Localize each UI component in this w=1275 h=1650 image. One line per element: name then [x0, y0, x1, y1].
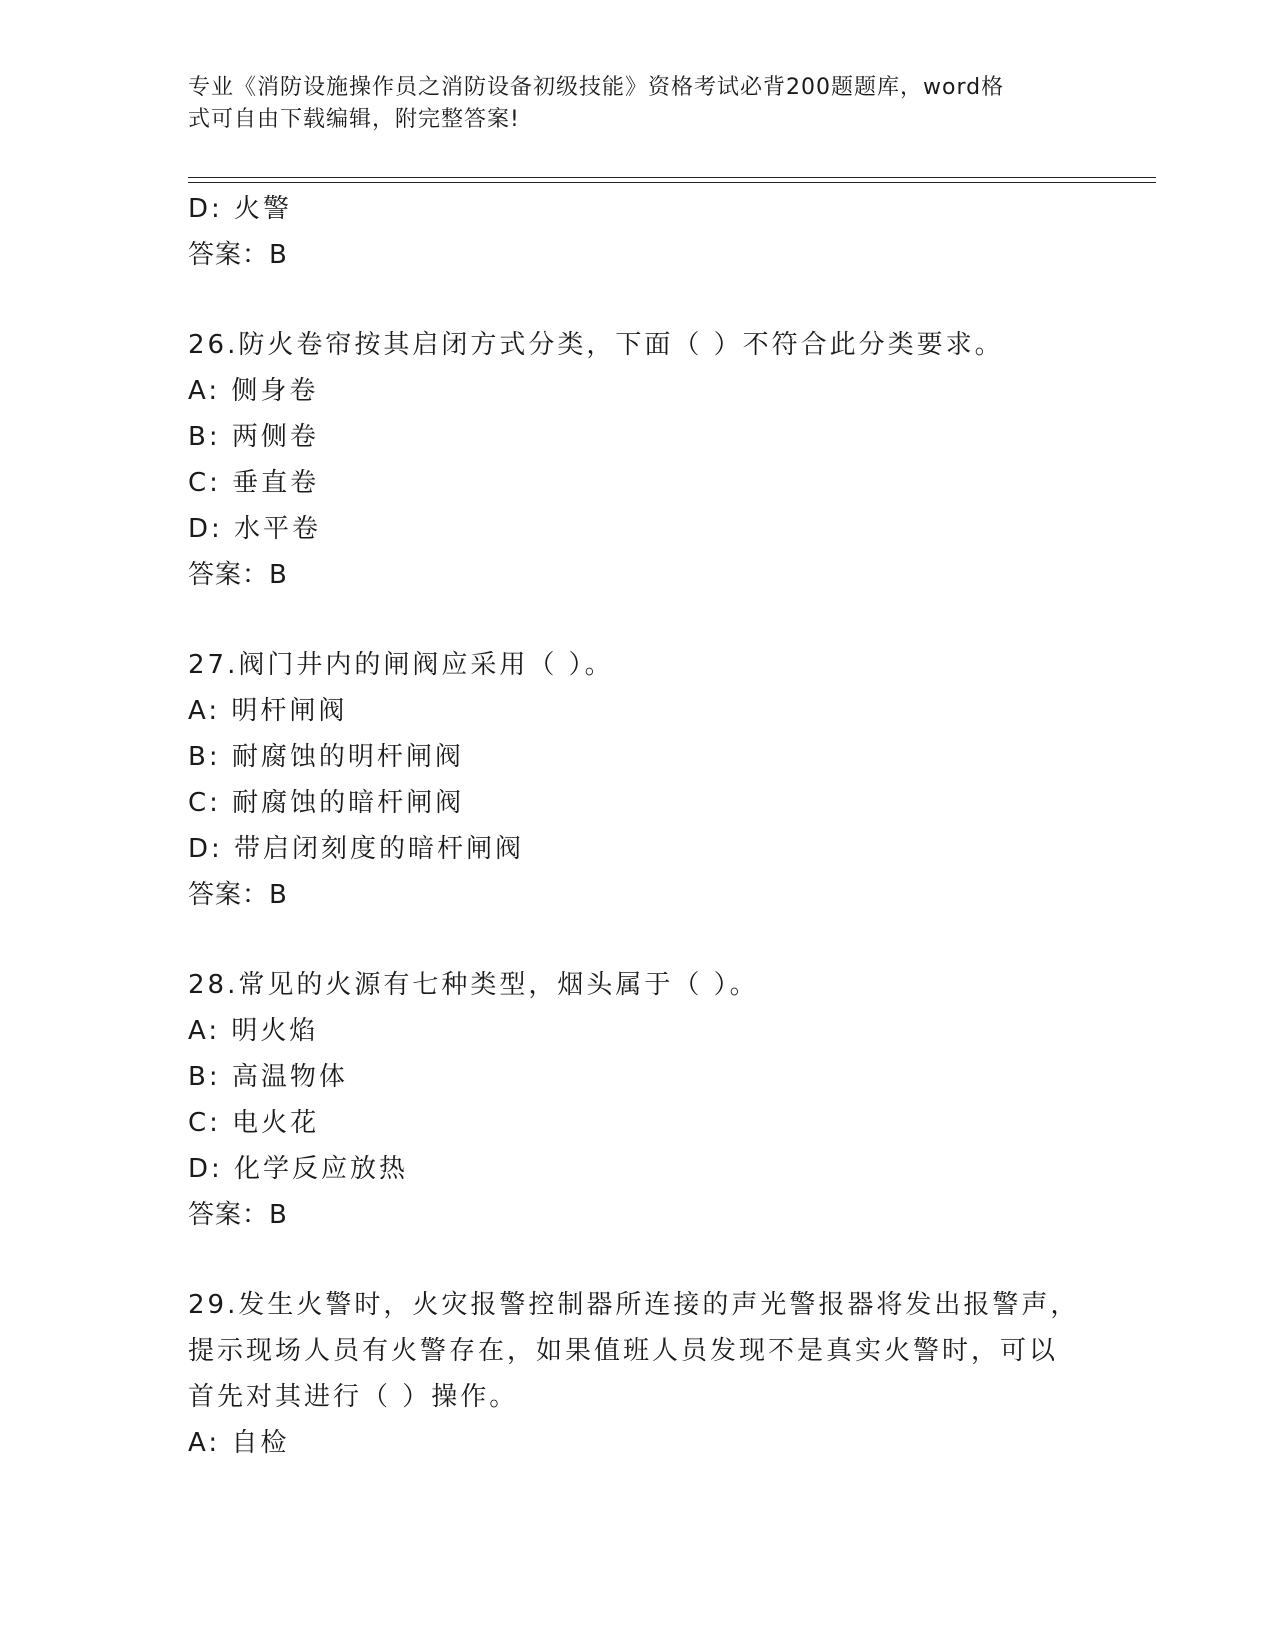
option-a: A: 明火焰	[188, 1016, 319, 1046]
question-29	[188, 1282, 1088, 1466]
option-a: A: 自检	[188, 1428, 290, 1458]
option-a: A: 侧身卷	[188, 376, 319, 406]
option-c: C: 电火花	[188, 1108, 320, 1138]
option-c: C: 耐腐蚀的暗杆闸阀	[188, 788, 465, 818]
question-stem-line-2: 提示现场人员有火警存在，如果值班人员发现不是真实火警时，可以	[188, 1336, 1059, 1366]
document-body	[188, 186, 1088, 1466]
answer: 答案：B	[188, 880, 288, 910]
answer: 答案：B	[188, 240, 288, 270]
page-header	[188, 72, 1068, 136]
question-26	[188, 322, 1088, 598]
header-line-1: 专业《消防设施操作员之消防设备初级技能》资格考试必背200题题库，word格	[188, 75, 1005, 100]
question-27	[188, 642, 1088, 918]
option-d: D: 火警	[188, 194, 293, 224]
answer: 答案：B	[188, 560, 288, 590]
option-d: D: 带启闭刻度的暗杆闸阀	[188, 834, 525, 864]
option-a: A: 明杆闸阀	[188, 696, 348, 726]
answer: 答案：B	[188, 1200, 288, 1230]
option-b: B: 两侧卷	[188, 422, 319, 452]
question-28	[188, 962, 1088, 1238]
option-b: B: 耐腐蚀的明杆闸阀	[188, 742, 464, 772]
question-stem-line-3: 首先对其进行（ ）操作。	[188, 1382, 519, 1412]
question-fragment	[188, 186, 1088, 278]
option-b: B: 高温物体	[188, 1062, 348, 1092]
question-stem: 28.常见的火源有七种类型，烟头属于（ ）。	[188, 970, 759, 1000]
question-stem-line-1: 29.发生火警时，火灾报警控制器所连接的声光警报器将发出报警声，	[188, 1290, 1080, 1320]
question-stem: 26.防火卷帘按其启闭方式分类，下面（ ）不符合此分类要求。	[188, 330, 1004, 360]
option-c: C: 垂直卷	[188, 468, 320, 498]
header-line-2: 式可自由下载编辑，附完整答案!	[188, 107, 520, 132]
option-d: D: 化学反应放热	[188, 1154, 409, 1184]
option-d: D: 水平卷	[188, 514, 322, 544]
question-stem: 27.阀门井内的闸阀应采用（ ）。	[188, 650, 614, 680]
header-divider	[188, 177, 1156, 183]
